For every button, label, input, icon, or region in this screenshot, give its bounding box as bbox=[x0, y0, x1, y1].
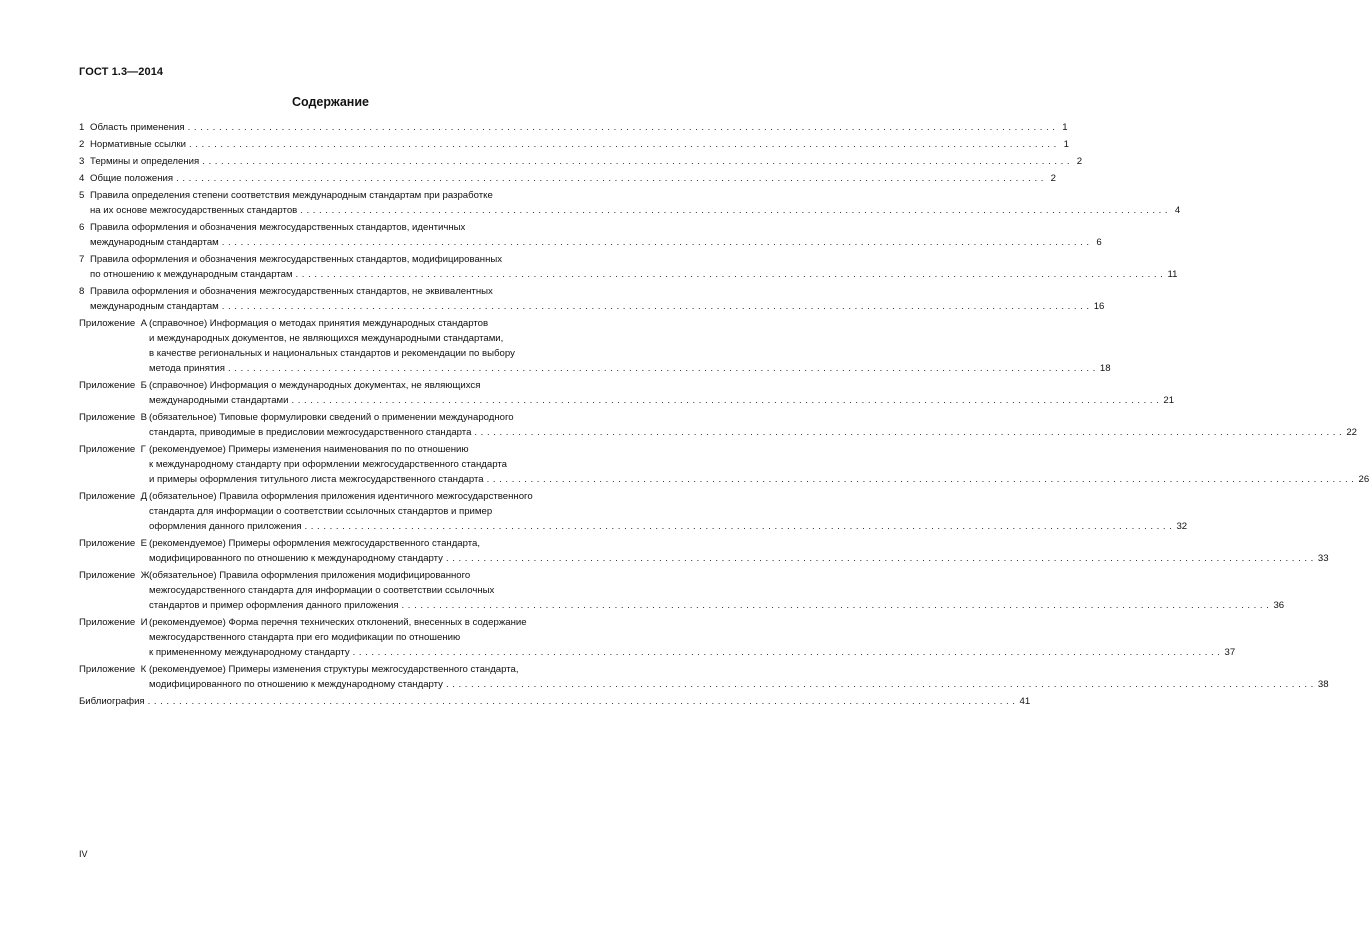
toc-page-number: 32 bbox=[1176, 521, 1188, 532]
toc-entry-text: и примеры оформления титульного листа межгосударственного стандарта bbox=[149, 474, 484, 485]
toc-entry-appendix[interactable] bbox=[79, 662, 1329, 692]
toc-page-number: 38 bbox=[1317, 679, 1329, 690]
appendix-letter: А bbox=[140, 318, 148, 329]
toc-entry-body bbox=[90, 220, 1102, 250]
toc-page-number: 26 bbox=[1358, 474, 1369, 485]
toc-entry-text: Общие положения bbox=[90, 173, 174, 184]
toc-entry-text: Правила оформления и обозначения межгосударственных стандартов, не эквивалентных bbox=[90, 286, 493, 297]
toc-entry-body bbox=[90, 252, 1178, 282]
toc-entry-body bbox=[149, 662, 1329, 692]
toc-entry-last-line bbox=[149, 645, 1236, 660]
toc-entry-text: (обязательное) Типовые формулировки сведений о применении международного bbox=[149, 412, 514, 423]
toc-entry-last-line bbox=[90, 299, 1105, 314]
appendix-label bbox=[79, 442, 149, 457]
toc-entry-appendix[interactable] bbox=[79, 568, 1285, 613]
appendix-word: Приложение bbox=[79, 412, 136, 423]
dot-leader: ........................................................................................................................................... bbox=[291, 395, 1163, 406]
dot-leader: ........................................................................................................................................... bbox=[147, 696, 1019, 707]
toc-entry-text: (рекомендуемое) Примеры изменения наименования по по отношению bbox=[149, 444, 469, 455]
document-header: ГОСТ 1.3—2014 bbox=[79, 66, 164, 78]
table-of-contents bbox=[79, 120, 1369, 711]
toc-page-number: 41 bbox=[1019, 696, 1031, 707]
toc-entry-last-line bbox=[90, 171, 1056, 186]
toc-entry-text: Нормативные ссылки bbox=[90, 139, 187, 150]
toc-entry-body bbox=[90, 137, 1069, 152]
toc-entry-body bbox=[90, 120, 1068, 135]
toc-entry-text: Библиография bbox=[79, 696, 145, 707]
toc-entry-text: Термины и определения bbox=[90, 156, 200, 167]
toc-entry-text: (справочное) Информация о международных документах, не являющихся bbox=[149, 380, 481, 391]
toc-entry-text: межгосударственного стандарта для информации о соответствии ссылочных bbox=[149, 585, 495, 596]
toc-entry-text: стандартов и пример оформления данного приложения bbox=[149, 600, 399, 611]
toc-page-number: 37 bbox=[1224, 647, 1236, 658]
toc-entry-text: (рекомендуемое) Форма перечня технических отклонений, внесенных в содержание bbox=[149, 617, 527, 628]
appendix-label bbox=[79, 410, 149, 425]
toc-entry-body bbox=[149, 378, 1175, 408]
appendix-label bbox=[79, 316, 149, 331]
toc-entry-text: и международных документов, не являющихся международными стандартами, bbox=[149, 333, 504, 344]
dot-leader: ........................................................................................................................................... bbox=[352, 647, 1224, 658]
dot-leader: ........................................................................................................................................... bbox=[176, 173, 1047, 184]
page-number-footer: IV bbox=[79, 849, 88, 859]
toc-entry-text: Правила оформления и обозначения межгосударственных стандартов, модифицированных bbox=[90, 254, 503, 265]
toc-entry-body bbox=[90, 154, 1083, 169]
toc-entry-section-6[interactable] bbox=[79, 220, 1102, 250]
dot-leader: ........................................................................................................................................... bbox=[445, 553, 1317, 564]
toc-entry-text: международным стандартам bbox=[90, 301, 219, 312]
toc-entry-text: (рекомендуемое) Примеры оформления межгосударственного стандарта, bbox=[149, 538, 481, 549]
toc-entry-last-line bbox=[149, 598, 1285, 613]
toc-page-number: 36 bbox=[1273, 600, 1285, 611]
toc-entry-text: модифицированного по отношению к международному стандарту bbox=[149, 553, 443, 564]
toc-entry-last-line bbox=[149, 472, 1369, 487]
toc-entry-last-line bbox=[90, 267, 1178, 282]
toc-entry-section-3[interactable] bbox=[79, 154, 1083, 169]
toc-entry-last-line bbox=[90, 137, 1069, 152]
appendix-label bbox=[79, 378, 149, 393]
appendix-word: Приложение bbox=[79, 444, 136, 455]
appendix-letter: Г bbox=[140, 444, 146, 455]
toc-entry-appendix[interactable] bbox=[79, 615, 1236, 660]
toc-entry-body bbox=[90, 188, 1181, 218]
appendix-label bbox=[79, 536, 149, 551]
toc-section-number: 2 bbox=[79, 139, 85, 150]
toc-entry-text: (рекомендуемое) Примеры изменения структуры межгосударственного стандарта, bbox=[149, 664, 519, 675]
appendix-word: Приложение bbox=[79, 318, 136, 329]
toc-section-number: 8 bbox=[79, 286, 85, 297]
toc-entry-text: на их основе межгосударственных стандартов bbox=[90, 205, 298, 216]
toc-entry-last-line bbox=[149, 551, 1329, 566]
toc-entry-body bbox=[90, 171, 1056, 186]
dot-leader: ........................................................................................................................................... bbox=[486, 474, 1358, 485]
toc-entry-last-line bbox=[149, 361, 1111, 376]
toc-entry-last-line bbox=[149, 393, 1175, 408]
toc-entry-body bbox=[149, 442, 1369, 487]
toc-section-number: 3 bbox=[79, 156, 85, 167]
appendix-letter: В bbox=[140, 412, 148, 423]
toc-entry-body bbox=[149, 489, 1188, 534]
toc-entry-section-4[interactable] bbox=[79, 171, 1056, 186]
toc-section-number: 7 bbox=[79, 254, 85, 265]
dot-leader: ........................................................................................................................................... bbox=[202, 156, 1074, 167]
toc-entry-body bbox=[149, 568, 1285, 613]
toc-entry-text: в качестве региональных и национальных стандартов и рекомендации по выбору bbox=[149, 348, 515, 359]
toc-entry-appendix[interactable] bbox=[79, 410, 1357, 440]
toc-entry-bibliography[interactable] bbox=[79, 694, 1031, 709]
dot-leader: ........................................................................................................................................... bbox=[189, 139, 1060, 150]
toc-entry-text: (обязательное) Правила оформления приложения модифицированного bbox=[149, 570, 471, 581]
toc-entry-text: (обязательное) Правила оформления приложения идентичного межгосударственного bbox=[149, 491, 533, 502]
toc-page-number: 21 bbox=[1163, 395, 1175, 406]
dot-leader: ........................................................................................................................................... bbox=[295, 269, 1167, 280]
dot-leader: ........................................................................................................................................... bbox=[221, 301, 1093, 312]
toc-entry-text: Область применения bbox=[90, 122, 185, 133]
toc-entry-body bbox=[149, 536, 1329, 566]
appendix-word: Приложение bbox=[79, 617, 136, 628]
dot-leader: ........................................................................................................................................... bbox=[221, 237, 1093, 248]
toc-entry-last-line bbox=[149, 425, 1357, 440]
toc-entry-text: Правила оформления и обозначения межгосударственных стандартов, идентичных bbox=[90, 222, 466, 233]
dot-leader: ........................................................................................................................................... bbox=[187, 122, 1059, 133]
toc-entry-body bbox=[149, 615, 1236, 660]
toc-page-number: 4 bbox=[1174, 205, 1181, 216]
toc-entry-text: оформления данного приложения bbox=[149, 521, 302, 532]
appendix-letter: И bbox=[140, 617, 148, 628]
toc-entry-text: к примененному международному стандарту bbox=[149, 647, 350, 658]
toc-page-number: 11 bbox=[1167, 269, 1178, 280]
toc-entry-section-2[interactable] bbox=[79, 137, 1069, 152]
dot-leader: ........................................................................................................................................... bbox=[445, 679, 1317, 690]
dot-leader: ........................................................................................................................................... bbox=[401, 600, 1273, 611]
appendix-letter: Ж bbox=[140, 570, 150, 581]
toc-entry-body bbox=[149, 410, 1357, 440]
appendix-letter: Б bbox=[140, 380, 147, 391]
toc-entry-text: стандарта, приводимые в предисловии межгосударственного стандарта bbox=[149, 427, 472, 438]
toc-section-number: 4 bbox=[79, 173, 85, 184]
toc-entry-appendix[interactable] bbox=[79, 536, 1329, 566]
toc-title: Содержание bbox=[291, 95, 369, 109]
toc-entry-text: стандарта для информации о соответствии ссылочных стандартов и пример bbox=[149, 506, 493, 517]
toc-entry-last-line bbox=[90, 203, 1181, 218]
toc-entry-appendix[interactable] bbox=[79, 442, 1369, 487]
appendix-word: Приложение bbox=[79, 491, 136, 502]
toc-entry-body bbox=[149, 316, 1111, 376]
appendix-word: Приложение bbox=[79, 538, 136, 549]
toc-page-number: 33 bbox=[1317, 553, 1329, 564]
toc-entry-text: модифицированного по отношению к международному стандарту bbox=[149, 679, 443, 690]
appendix-label bbox=[79, 568, 149, 583]
appendix-label bbox=[79, 615, 149, 630]
toc-entry-text: международными стандартами bbox=[149, 395, 289, 406]
toc-section-number: 6 bbox=[79, 222, 85, 233]
dot-leader: ........................................................................................................................................... bbox=[227, 363, 1099, 374]
toc-entry-text: метода принятия bbox=[149, 363, 225, 374]
toc-entry-section-7[interactable] bbox=[79, 252, 1178, 282]
dot-leader: ........................................................................................................................................... bbox=[474, 427, 1346, 438]
toc-entry-last-line bbox=[79, 694, 1031, 709]
toc-entry-text: к международному стандарту при оформлении межгосударственного стандарта bbox=[149, 459, 507, 470]
toc-entry-last-line bbox=[90, 154, 1083, 169]
toc-entry-appendix[interactable] bbox=[79, 378, 1175, 408]
toc-entry-last-line bbox=[90, 120, 1068, 135]
toc-entry-last-line bbox=[149, 519, 1188, 534]
appendix-letter: Д bbox=[140, 491, 148, 502]
toc-page-number: 1 bbox=[1062, 122, 1068, 133]
toc-entry-appendix[interactable] bbox=[79, 489, 1188, 534]
toc-page-number: 1 bbox=[1063, 139, 1069, 150]
toc-page-number: 16 bbox=[1093, 301, 1105, 312]
toc-entry-text: международным стандартам bbox=[90, 237, 219, 248]
toc-entry-section-8[interactable] bbox=[79, 284, 1105, 314]
dot-leader: ........................................................................................................................................... bbox=[304, 521, 1176, 532]
toc-entry-text: межгосударственного стандарта при его модификации по отношению bbox=[149, 632, 461, 643]
toc-entry-text: Правила определения степени соответствия международным стандартам при разработке bbox=[90, 190, 493, 201]
appendix-word: Приложение bbox=[79, 570, 136, 581]
toc-entry-appendix[interactable] bbox=[79, 316, 1111, 376]
toc-section-number: 1 bbox=[79, 122, 85, 133]
toc-page-number: 18 bbox=[1099, 363, 1111, 374]
toc-entry-body bbox=[79, 694, 1031, 709]
dot-leader: ........................................................................................................................................... bbox=[300, 205, 1172, 216]
appendix-letter: К bbox=[140, 664, 147, 675]
appendix-label bbox=[79, 489, 149, 504]
toc-entry-section-1[interactable] bbox=[79, 120, 1068, 135]
toc-section-number: 5 bbox=[79, 190, 85, 201]
toc-entry-section-5[interactable] bbox=[79, 188, 1181, 218]
toc-page-number: 22 bbox=[1346, 427, 1357, 438]
toc-page-number: 6 bbox=[1096, 237, 1102, 248]
toc-entry-text: по отношению к международным стандартам bbox=[90, 269, 293, 280]
appendix-word: Приложение bbox=[79, 664, 136, 675]
toc-entry-last-line bbox=[90, 235, 1102, 250]
toc-entry-last-line bbox=[149, 677, 1329, 692]
toc-page-number: 2 bbox=[1076, 156, 1083, 167]
appendix-letter: Е bbox=[140, 538, 148, 549]
toc-page-number: 2 bbox=[1050, 173, 1056, 184]
toc-entry-text: (справочное) Информация о методах принятия международных стандартов bbox=[149, 318, 489, 329]
appendix-word: Приложение bbox=[79, 380, 136, 391]
appendix-label bbox=[79, 662, 149, 677]
toc-entry-body bbox=[90, 284, 1105, 314]
